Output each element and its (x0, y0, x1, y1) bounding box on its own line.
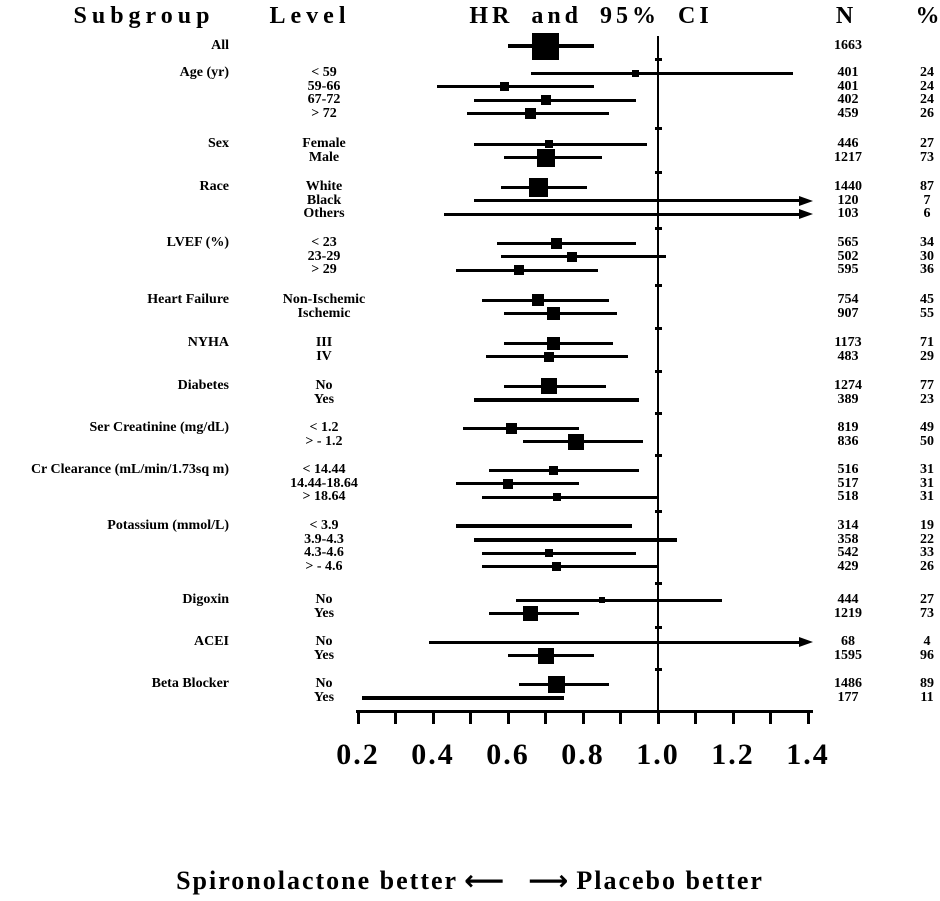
level-label: > 18.64 (302, 489, 346, 505)
column-header-n: N (835, 3, 855, 29)
hr-marker (568, 434, 584, 450)
pct-value: 50 (920, 433, 934, 449)
pct-value: 26 (920, 558, 934, 574)
pct-value: 31 (920, 489, 934, 505)
ci-line (474, 538, 677, 542)
x-axis-tick (469, 712, 472, 724)
n-value: 819 (837, 420, 859, 435)
column-header-pct: % (915, 3, 940, 29)
direction-caption (0, 860, 940, 901)
hr-marker (545, 549, 553, 557)
ci-line (456, 269, 599, 272)
column-header-subgroup: Subgroup (73, 3, 215, 29)
ci-line (497, 242, 636, 245)
x-axis-tick (619, 712, 622, 724)
ci-line (474, 199, 799, 202)
subgroup-label: Potassium (mmol/L) (107, 518, 229, 533)
pct-value: 55 (920, 305, 934, 321)
reference-line-tick (655, 227, 662, 230)
pct-value: 26 (920, 105, 934, 121)
hr-marker (541, 95, 551, 105)
subgroup-label: Race (199, 179, 229, 194)
ci-line (463, 427, 579, 430)
subgroup-label: Digoxin (182, 592, 229, 607)
hr-marker (541, 378, 557, 394)
pct-value: 49 (920, 420, 934, 435)
placebo-better-label: Placebo better (576, 866, 764, 895)
ci-line (474, 99, 635, 102)
subgroup-label: Diabetes (177, 378, 229, 393)
pct-value: 73 (920, 605, 934, 621)
ci-line (489, 469, 639, 472)
reference-line-tick (655, 127, 662, 130)
pct-value: 30 (920, 248, 934, 264)
pct-value: 33 (920, 545, 934, 561)
ci-line (444, 213, 799, 216)
subgroup-label: ACEI (193, 634, 229, 649)
ci-line (482, 552, 636, 555)
pct-value: 73 (920, 149, 934, 165)
hr-marker (537, 149, 555, 167)
n-value: 754 (837, 292, 859, 307)
level-label: III (315, 335, 333, 350)
n-value: 103 (837, 206, 859, 222)
reference-line-tick (655, 284, 662, 287)
n-value: 1274 (834, 378, 862, 393)
level-label: > - 4.6 (305, 558, 343, 574)
pct-value: 71 (920, 335, 934, 350)
level-label: Yes (313, 689, 335, 705)
pct-value: 6 (923, 206, 931, 222)
hr-marker (599, 597, 605, 603)
level-label: Male (308, 149, 340, 165)
n-value: 1486 (834, 676, 862, 691)
ci-line (456, 524, 632, 528)
n-value: 314 (837, 518, 859, 533)
ci-line (362, 696, 565, 700)
column-header-level: Level (269, 3, 351, 29)
x-axis-tick (544, 712, 547, 724)
pct-value: 36 (920, 262, 934, 278)
x-axis-tick (582, 712, 585, 724)
ci-line (501, 255, 666, 258)
pct-value: 23 (920, 391, 934, 407)
n-value: 1219 (834, 605, 862, 621)
n-value: 389 (837, 391, 859, 407)
right-arrow-icon: ⟶ (528, 864, 569, 897)
level-label: < 23 (311, 235, 337, 250)
x-axis-tick-label: 1.4 (786, 738, 830, 771)
level-label: Black (306, 192, 342, 208)
ci-line (474, 143, 647, 146)
hr-marker (503, 479, 513, 489)
level-label: > - 1.2 (305, 433, 343, 449)
pct-value: 7 (923, 192, 931, 208)
n-value: 120 (837, 192, 859, 208)
level-label: < 14.44 (302, 462, 346, 477)
hr-marker (532, 33, 559, 60)
level-label: Others (303, 206, 345, 222)
n-value: 595 (837, 262, 859, 278)
x-axis-tick-label: 0.6 (486, 738, 530, 771)
level-label: > 29 (311, 262, 337, 278)
level-label: 14.44-18.64 (290, 475, 358, 491)
x-axis-tick (507, 712, 510, 724)
level-label: Yes (313, 647, 335, 663)
pct-value: 22 (920, 531, 934, 547)
subgroup-label: Ser Creatinine (mg/dL) (89, 420, 229, 435)
level-label: Yes (313, 391, 335, 407)
pct-value: 24 (920, 92, 934, 108)
pct-value: 31 (920, 462, 934, 477)
ci-line (516, 599, 722, 602)
pct-value: 27 (920, 136, 934, 151)
subgroup-label: Sex (208, 136, 229, 151)
n-value: 836 (837, 433, 859, 449)
x-axis-tick (694, 712, 697, 724)
spironolactone-better-label: Spironolactone better (176, 866, 459, 895)
n-value: 459 (837, 105, 859, 121)
level-label: Non-Ischemic (282, 292, 366, 307)
level-label: > 72 (311, 105, 337, 121)
reference-line-tick (655, 327, 662, 330)
level-label: Ischemic (297, 305, 351, 321)
subgroup-label: Age (yr) (179, 65, 229, 80)
x-axis-tick-label: 1.0 (636, 738, 680, 771)
n-value: 516 (837, 462, 859, 477)
n-value: 565 (837, 235, 859, 250)
x-axis-tick (432, 712, 435, 724)
x-axis-tick (732, 712, 735, 724)
n-value: 402 (837, 92, 859, 108)
hr-marker (525, 108, 536, 119)
n-value: 401 (837, 65, 859, 80)
n-value: 1173 (834, 335, 862, 350)
ci-line (482, 565, 658, 568)
ci-line (504, 312, 617, 315)
subgroup-label: NYHA (187, 335, 229, 350)
reference-line-tick (655, 510, 662, 513)
n-value: 907 (837, 305, 859, 321)
ci-line (482, 299, 610, 302)
hr-marker (553, 493, 561, 501)
level-label: 3.9-4.3 (304, 531, 344, 547)
pct-value: 31 (920, 475, 934, 491)
subgroup-label: Cr Clearance (mL/min/1.73sq m) (30, 462, 229, 477)
ci-line (456, 482, 580, 485)
n-value: 1595 (834, 647, 862, 663)
level-label: No (315, 676, 333, 691)
n-value: 429 (837, 558, 859, 574)
n-value: 1663 (834, 38, 862, 53)
hr-marker (632, 70, 639, 77)
hr-marker (545, 140, 553, 148)
hr-marker (552, 562, 561, 571)
hr-marker (544, 352, 554, 362)
n-value: 502 (837, 248, 859, 264)
pct-value: 4 (923, 634, 931, 649)
n-value: 446 (837, 136, 859, 151)
hr-marker (532, 294, 544, 306)
n-value: 358 (837, 531, 859, 547)
x-axis-tick (394, 712, 397, 724)
level-label: 4.3-4.6 (304, 545, 344, 561)
n-value: 518 (837, 489, 859, 505)
pct-value: 87 (920, 179, 934, 194)
hr-marker (529, 178, 548, 197)
n-value: 1217 (834, 149, 862, 165)
x-axis-tick (657, 712, 660, 724)
ci-line (437, 85, 595, 88)
level-label: Female (302, 136, 346, 151)
subgroup-label: Beta Blocker (151, 676, 229, 691)
pct-value: 11 (920, 689, 934, 705)
n-value: 177 (837, 689, 859, 705)
level-label: 67-72 (307, 92, 341, 108)
hr-marker (514, 265, 524, 275)
hr-marker (500, 82, 509, 91)
x-axis-tick (807, 712, 810, 724)
level-label: Yes (313, 605, 335, 621)
pct-value: 19 (920, 518, 934, 533)
reference-line-tick (655, 58, 662, 61)
level-label: No (315, 634, 333, 649)
ci-line (486, 355, 629, 358)
hr-marker (548, 676, 565, 693)
ci-line (467, 112, 610, 115)
ci-line (429, 641, 799, 644)
pct-value: 24 (920, 78, 934, 94)
left-arrow-icon: ⟵ (464, 864, 505, 897)
x-axis-tick-label: 0.4 (411, 738, 455, 771)
reference-line (657, 36, 659, 712)
x-axis-tick (769, 712, 772, 724)
n-value: 444 (837, 592, 859, 607)
pct-value: 77 (920, 378, 934, 393)
ci-line (531, 72, 794, 75)
level-label: 59-66 (307, 78, 341, 94)
hr-marker (567, 252, 577, 262)
subgroup-label: LVEF (%) (166, 235, 229, 250)
reference-line-tick (655, 668, 662, 671)
level-label: < 59 (311, 65, 337, 80)
x-axis-line (356, 710, 813, 713)
ci-line (474, 398, 639, 402)
subgroup-label: Heart Failure (147, 292, 229, 307)
level-label: White (305, 179, 343, 194)
reference-line-tick (655, 454, 662, 457)
pct-value: 24 (920, 65, 934, 80)
n-value: 68 (841, 634, 855, 649)
n-value: 401 (837, 78, 859, 94)
hr-marker (551, 238, 562, 249)
n-value: 483 (837, 348, 859, 364)
level-label: 23-29 (307, 248, 341, 264)
pct-value: 89 (920, 676, 934, 691)
n-value: 517 (837, 475, 859, 491)
reference-line-tick (655, 626, 662, 629)
pct-value: 29 (920, 348, 934, 364)
level-label: < 1.2 (309, 420, 339, 435)
pct-value: 45 (920, 292, 934, 307)
reference-line-tick (655, 582, 662, 585)
pct-value: 27 (920, 592, 934, 607)
n-value: 542 (837, 545, 859, 561)
reference-line-tick (655, 171, 662, 174)
ci-line (482, 496, 658, 499)
x-axis-tick-label: 0.2 (336, 738, 380, 771)
hr-marker (547, 307, 560, 320)
level-label: < 3.9 (309, 518, 339, 533)
level-label: IV (316, 348, 332, 364)
n-value: 1440 (834, 179, 862, 194)
pct-value: 34 (920, 235, 934, 250)
column-header-hr-ci: HR and 95% CI (469, 3, 713, 29)
hr-marker (547, 337, 560, 350)
level-label: No (315, 378, 333, 393)
hr-marker (538, 648, 554, 664)
hr-marker (549, 466, 558, 475)
x-axis-tick-label: 0.8 (561, 738, 605, 771)
reference-line-tick (655, 370, 662, 373)
hr-marker (523, 606, 538, 621)
hr-marker (506, 423, 517, 434)
pct-value: 96 (920, 647, 934, 663)
x-axis-tick (357, 712, 360, 724)
level-label: No (315, 592, 333, 607)
subgroup-label: All (211, 38, 229, 53)
reference-line-tick (655, 412, 662, 415)
x-axis-tick-label: 1.2 (711, 738, 755, 771)
